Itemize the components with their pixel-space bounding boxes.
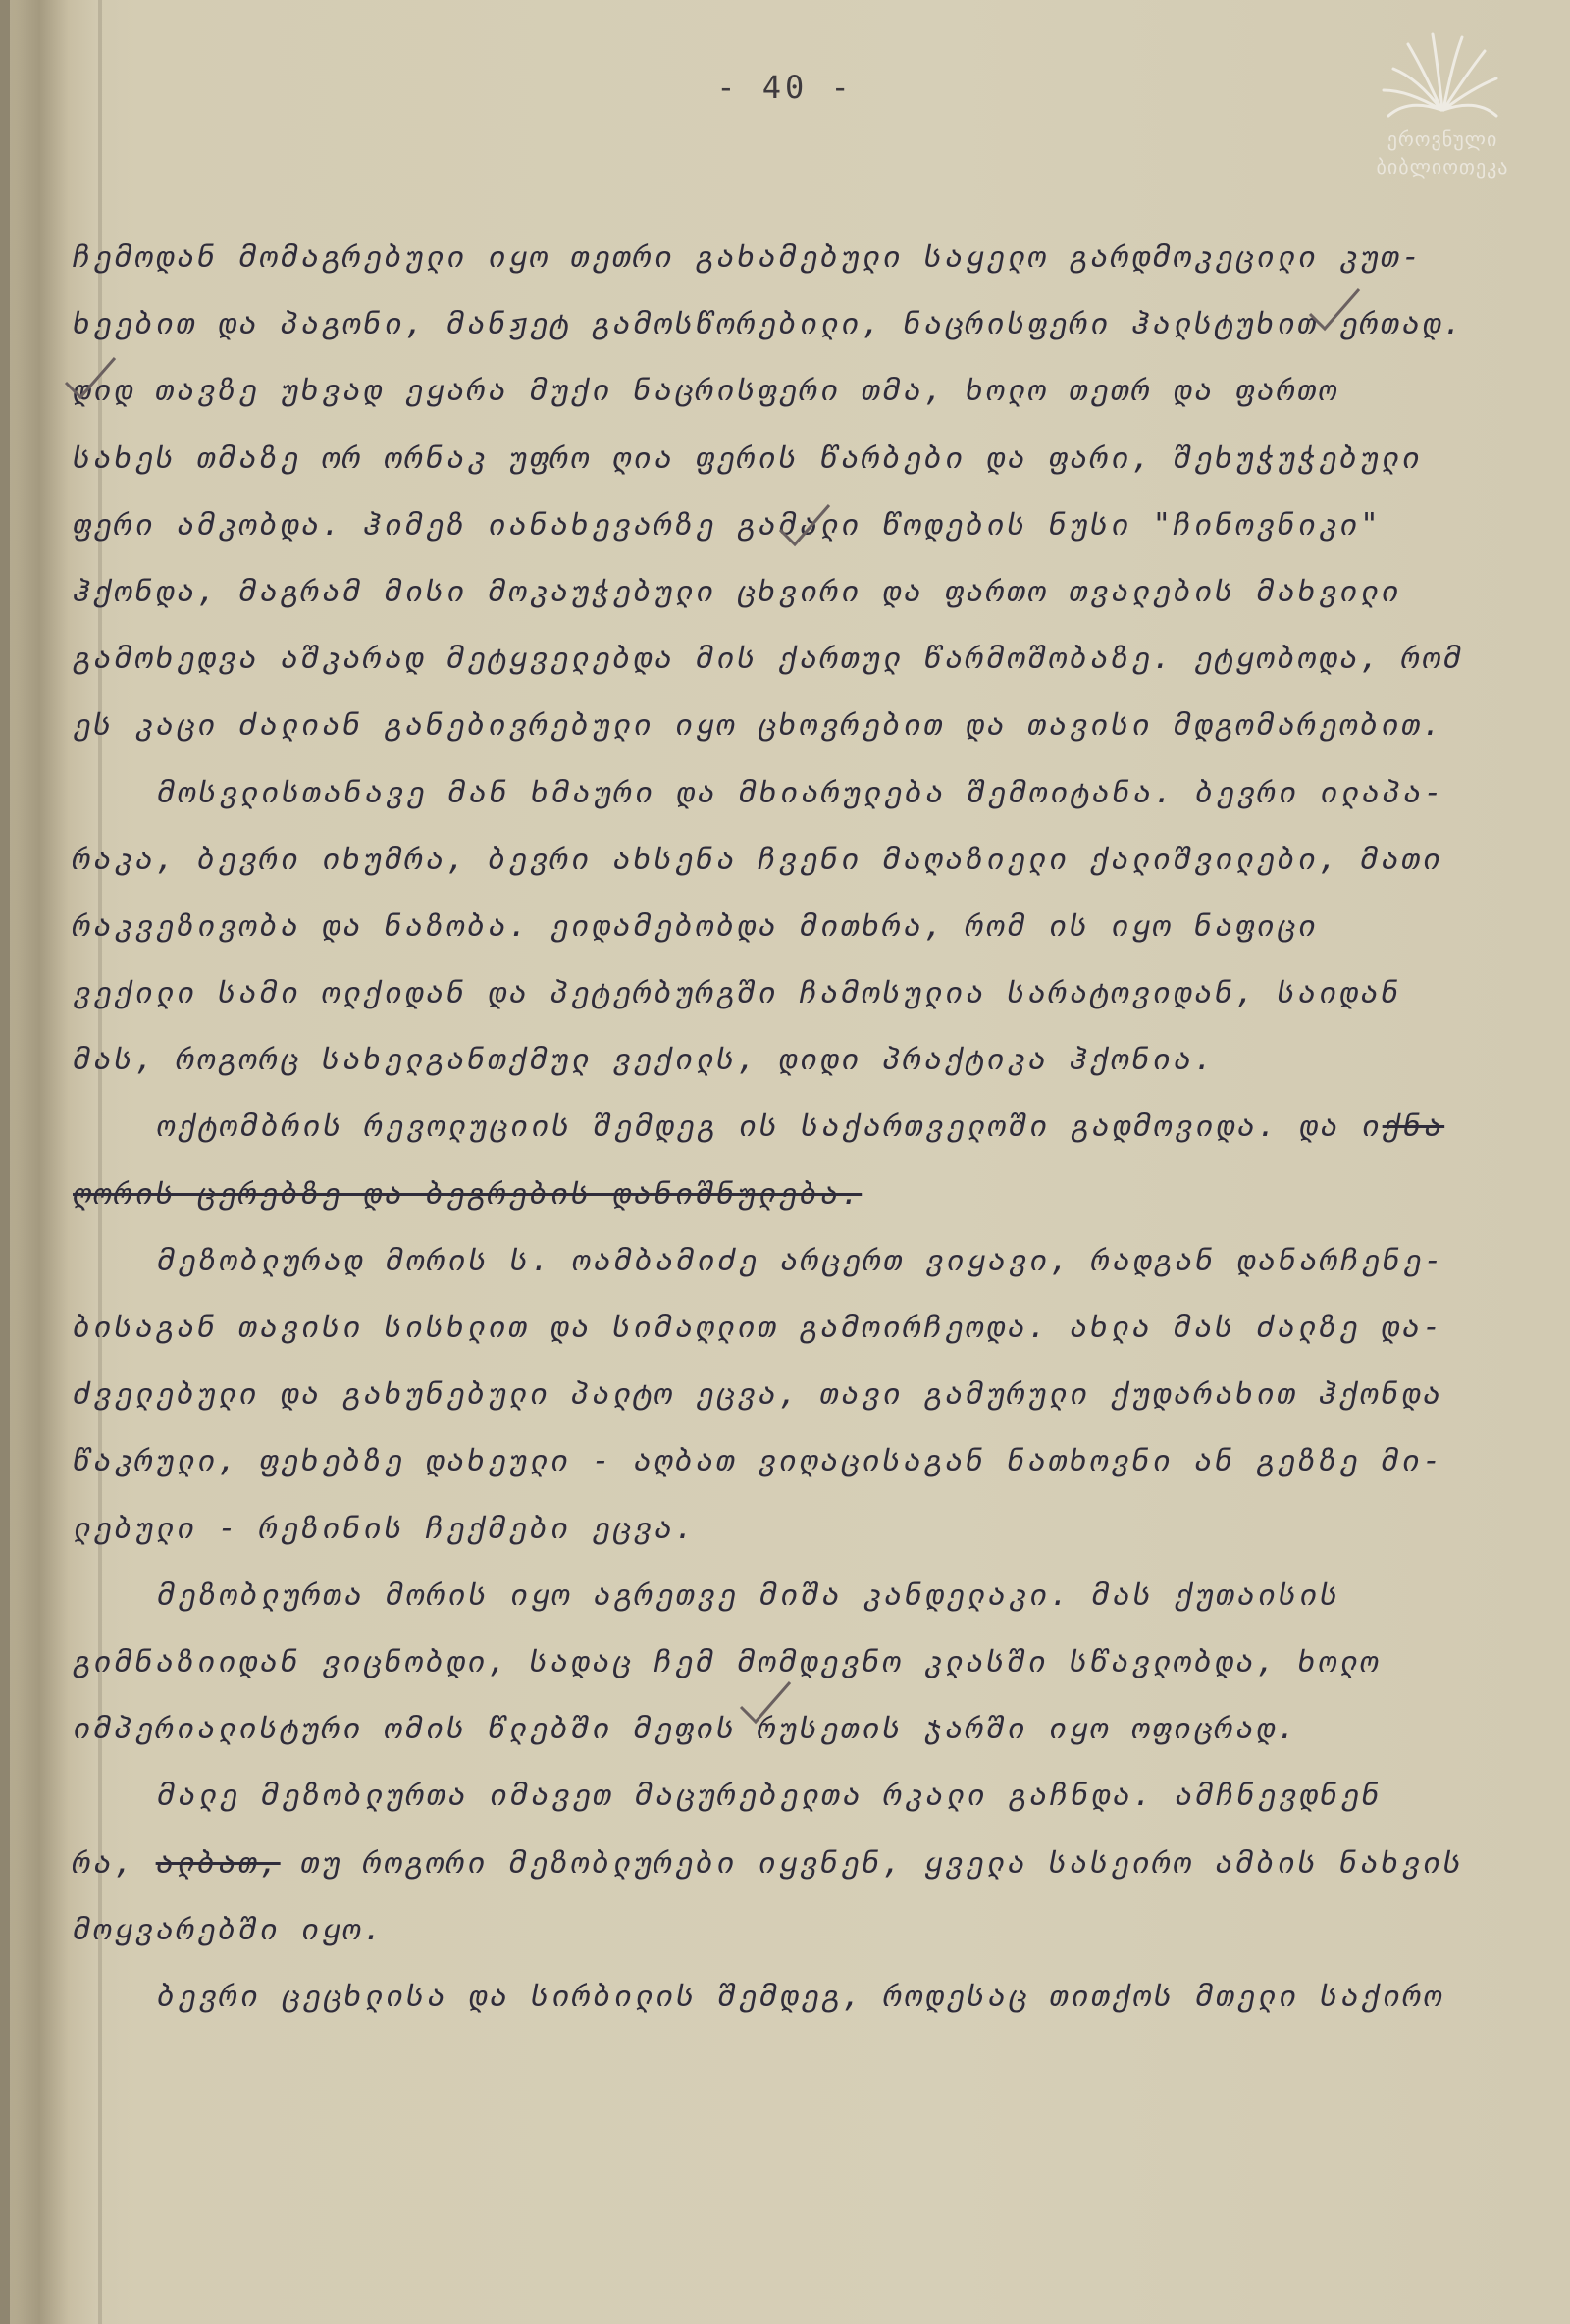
text-line: მოყვარებში იყო.	[73, 1911, 385, 1947]
text-line: წაკრული, ფეხებზე დახეული - აღბათ ვიღაცისაგან ნათხოვნი ან გეზზე მი-	[73, 1443, 1443, 1479]
text-line: ეს კაცი ძალიან განებივრებული იყო ცხოვრებით და თავისი მდგომარეობით.	[73, 707, 1443, 744]
text-line: მეზობლურთა მორის იყო აგრეთვე მიშა კანდელაკი. მას ქუთაისის	[157, 1576, 1341, 1613]
text-line: რა, ალბათ, თუ როგორი მეზობლურები იყვნენ, ყველა სასეირო ამბის ნახვის	[73, 1844, 1464, 1881]
text-line: მოსვლისთანავე მან ხმაური და მხიარულება შემოიტანა. ბევრი ილაპა-	[157, 774, 1445, 810]
text-line: ჰქონდა, მაგრამ მისი მოკაუჭებული ცხვირი და ფართო თვალების მახვილი	[73, 573, 1402, 609]
text-line: ბევრი ცეცხლისა და სირბილის შემდეგ, როდესაც თითქოს მთელი საქირო	[157, 1978, 1445, 2014]
page-number: - 40 -	[716, 69, 854, 106]
handwritten-check-mark	[61, 353, 120, 402]
typed-body-text	[73, 224, 1515, 2030]
text-line: სახეს თმაზე ორ ორნაკ უფრო ღია ფერის წარბები და ფარი, შეხუჭუჭებული	[73, 439, 1423, 476]
text-line: ჩემოდან მომაგრებული იყო თეთრი გახამებული საყელო გარდმოკეცილი კუთ-	[73, 239, 1423, 275]
text-line: მალე მეზობლურთა იმავეთ მაცურებელთა რკალი გაჩნდა. ამჩნევდნენ	[157, 1778, 1383, 1814]
text-line: ძველებული და გახუნებული პალტო ეცვა, თავი გამურული ქუდარახით ჰქონდა	[73, 1376, 1443, 1413]
logo-text-line2: ბიბლიოთეკა	[1376, 155, 1509, 179]
text-line: მეზობლურად მორის ს. ოამბამიძე არცერთ ვიყავი, რადგან დანარჩენე-	[157, 1242, 1445, 1278]
handwritten-check-mark	[1305, 284, 1364, 334]
text-line: ფერი ამკობდა. ჰიმეზ იანახევარზე გამალი წოდების ნუსი "ჩინოვნიკი"	[73, 506, 1382, 542]
handwritten-check-mark	[736, 1678, 795, 1727]
text-line: დიდ თავზე უხვად ეყარა მუქი ნაცრისფერი თმა, ხოლო თეთრ და ფართო	[73, 373, 1339, 409]
logo-text-line1: ეროვნული	[1387, 128, 1498, 151]
text-line: ვექილი სამი ოლქიდან და პეტერბურგში ჩამოსულია სარატოვიდან, საიდან	[73, 975, 1402, 1011]
text-line: რაკვეზივობა და ნაზობა. ეიდამებობდა მითხრა, რომ ის იყო ნაფიცი	[73, 907, 1319, 944]
text-line: ხეებით და პაგონი, მანჟეტ გამოსწორებილი, ნაცრისფერი ჰალსტუხით ერთად.	[73, 306, 1464, 342]
struck-through-text: ალბათ,	[155, 1844, 281, 1881]
text-line	[73, 1161, 1515, 1227]
book-fan-icon	[1379, 29, 1506, 123]
handwritten-check-mark	[775, 500, 834, 549]
text-line: რაკა, ბევრი იხუმრა, ბევრი ახსენა ჩვენი მაღაზიელი ქალიშვილები, მათი	[73, 841, 1443, 877]
text-line: ბისაგან თავისი სისხლით და სიმაღლით გამოირჩეოდა. ახლა მას ძალზე და-	[73, 1310, 1443, 1345]
text-line: ლებული - რეზინის ჩექმები ეცვა.	[73, 1510, 696, 1546]
binding-edge	[0, 0, 10, 2324]
text-line: ოქტომბრის რევოლუციის შემდეგ ის საქართველოში გადმოვიდა. და იქნა	[157, 1109, 1445, 1145]
text-line: იმპერიალისტური ომის წლებში მეფის რუსეთის ჯარში იყო ოფიცრად.	[73, 1711, 1298, 1747]
struck-through-text: ქნა	[1382, 1109, 1445, 1145]
text-line: მას, როგორც სახელგანთქმულ ვექილს, დიდი პრაქტიკა ჰქონია.	[73, 1042, 1215, 1078]
text-line: გამოხედვა აშკარად მეტყველებდა მის ქართულ წარმოშობაზე. ეტყობოდა, რომ	[73, 641, 1464, 677]
struck-through-text: ღორის ცერებზე და ბეგრების დანიშნულება.	[73, 1175, 863, 1212]
library-logo	[1344, 29, 1541, 196]
text-line: გიმნაზიიდან ვიცნობდი, სადაც ჩემ მომდევნო კლასში სწავლობდა, ხოლო	[73, 1643, 1382, 1679]
